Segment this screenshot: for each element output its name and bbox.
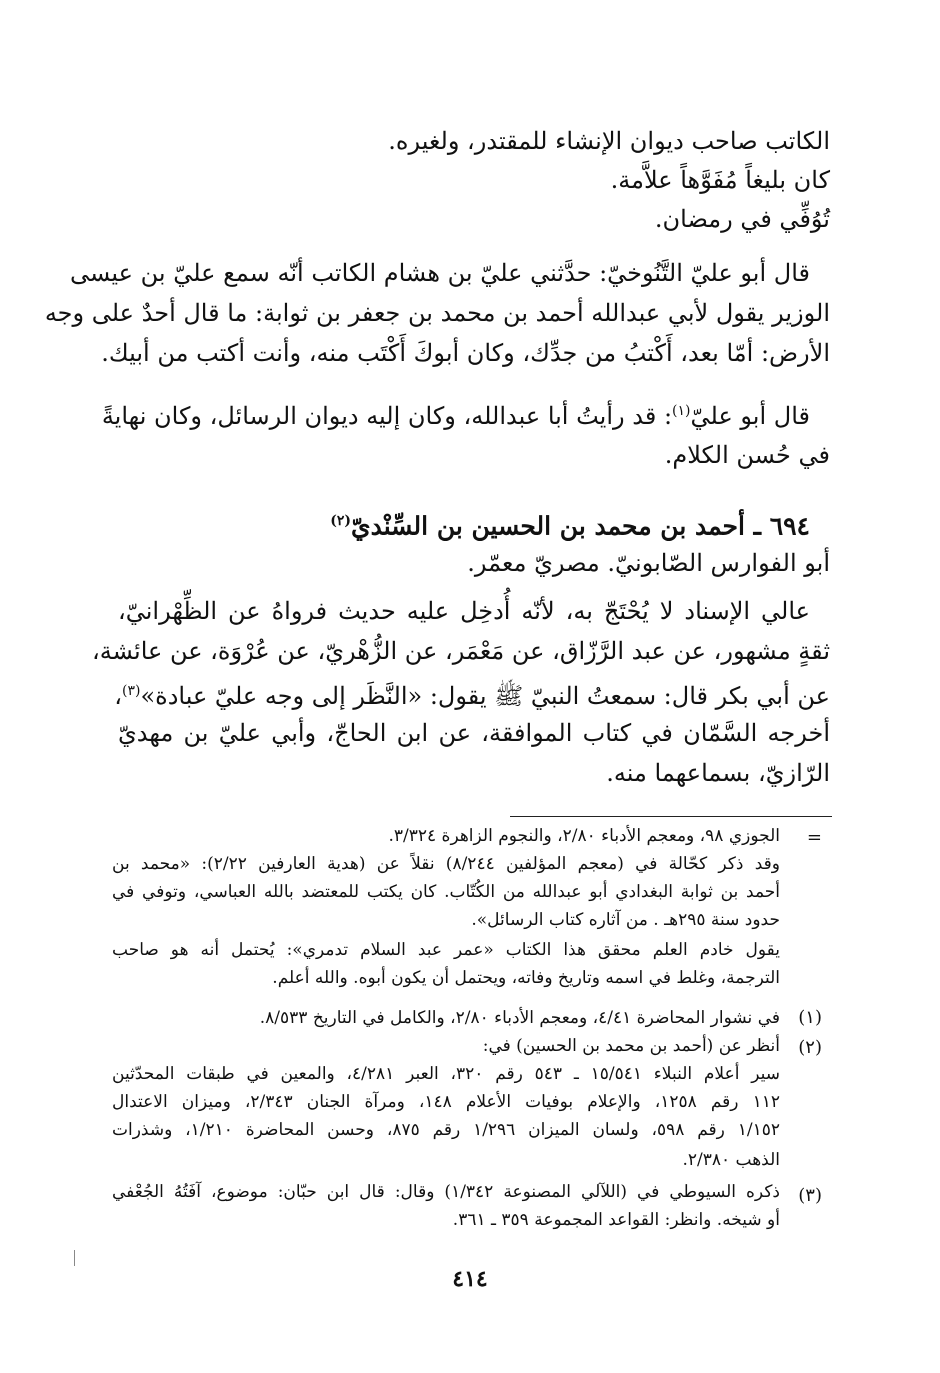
footnote-divider bbox=[510, 816, 832, 817]
page-number: ٤١٤ bbox=[452, 1266, 488, 1292]
footnote-line: أحمد بن ثوابة البغدادي أبو عبدالله من الكُتّاب. كان يكتب للمعتضد بالله العباسي، وتوفي في bbox=[112, 882, 780, 902]
text-line: أبو الفوارس الصّابونيّ. مصريّ معمّر. bbox=[467, 549, 830, 577]
footnote-line: ١١٢ رقم ١٢٥٨، والإعلام بوفيات الأعلام ١٤٨، ومرآة الجنان ٢/٣٤٣، وميزان الاعتدال bbox=[112, 1092, 780, 1112]
text-line: تُوُفِّي في رمضان. bbox=[654, 205, 830, 233]
text-line: الكاتب صاحب ديوان الإنشاء للمقتدر، ولغيره. bbox=[388, 127, 830, 155]
text-line: في حُسن الكلام. bbox=[664, 441, 830, 469]
text-line: أخرجه السَّمّان في كتاب الموافقة، عن ابن الحاجّ، وأبي عليّ بن مهديّ bbox=[118, 719, 830, 747]
footnote-number: (٣) bbox=[798, 1185, 822, 1206]
text-line: الرّازيّ، بسماعهما منه. bbox=[606, 759, 830, 787]
text-line: عن أبي بكر قال: سمعتُ النبيّ ﷺ يقول: «النَّظَر إلى وجه عليّ عبادة»$^{(٣)}$، bbox=[114, 682, 830, 710]
text-line: عالي الإسناد لا يُحْتَجّ به، لأنّه أُدخِل عليه حديث فرواهُ عن الظِّهْرانيّ، bbox=[118, 597, 810, 625]
footnote-line: أو شيخه. وانظر: القواعد المجموعة ٣٥٩ ـ ٣٦١. bbox=[452, 1210, 780, 1230]
footnote-ref: (١) bbox=[672, 403, 691, 419]
entry-heading: ٦٩٤ ـ أحمد بن محمد بن الحسين بن السِّنْديّ$^{(٢)}$ bbox=[330, 511, 810, 541]
text-line: قال أبو عليّ$^{(١)}$: قد رأيتُ أبا عبدالله، وكان إليه ديوان الرسائل، وكان نهايةً bbox=[101, 402, 810, 430]
footnote-line: الذهب ٢/٣٨٠. bbox=[682, 1150, 780, 1170]
footnote-ref: (٢) bbox=[330, 513, 352, 529]
footnote-line: ذكره السيوطي في (اللآلي المصنوعة ١/٣٤٢) وقال: قال ابن حبّان: موضوع، آفَتُهُ الجُعْفي bbox=[112, 1182, 780, 1202]
footnote-ref: (٣) bbox=[122, 683, 141, 699]
footnote-line: حدود سنة ٢٩٥هـ . من آثاره كتاب الرسائل». bbox=[471, 910, 780, 930]
text-line: الوزير يقول لأبي عبدالله أحمد بن محمد بن جعفر بن ثوابة: ما قال أحدٌ على وجه bbox=[44, 299, 830, 327]
text-line: قال أبو عليّ التَّنُوخيّ: حدَّثني عليّ بن هشام الكاتب أنّه سمع عليّ بن عيسى bbox=[70, 259, 810, 287]
footnote-line: أنظر عن (أحمد بن محمد بن الحسين) في: bbox=[482, 1036, 780, 1056]
footnote-line: يقول خادم العلم محقق هذا الكتاب «عمر عبد السلام تدمري»: يُحتمل أنه هو صاحب bbox=[112, 940, 780, 960]
footnote-line: الجوزي ٩٨، ومعجم الأدباء ٢/٨٠، والنجوم الزاهرة ٣/٣٢٤. bbox=[388, 826, 780, 846]
footnote-number: (١) bbox=[798, 1007, 822, 1028]
footnote-number: (٢) bbox=[798, 1037, 822, 1058]
footnote-line: وقد ذكر كحّالة في (معجم المؤلفين ٨/٢٤٤) نقلاً عن (هدية العارفين ٢/٢٢): «محمد بن bbox=[112, 854, 780, 874]
footnote-line: الترجمة، وغلط في اسمه وتاريخ وفاته، ويحتمل أن يكون أبوه. والله أعلم. bbox=[272, 968, 780, 988]
footnote-line: في نشوار المحاضرة ٤/٤١، ومعجم الأدباء ٢/٨٠، والكامل في التاريخ ٨/٥٣٣. bbox=[259, 1008, 780, 1028]
text-line: ثقةٍ مشهور، عن عبد الرَّزّاق، عن مَعْمَر، عن الزُّهْريّ، عن عُرْوَة، عن عائشة، bbox=[91, 637, 830, 665]
text-line: الأرض: أمّا بعد، أَكْتبُ من جدِّك، وكان أبوكَ أَكْتَب منه، وأنت أكتب من أبيك. bbox=[101, 339, 830, 367]
footnote-line: سير أعلام النبلاء ١٥/٥٤١ ـ ٥٤٣ رقم ٣٢٠، العبر ٤/٢٨١، والمعين في طبقات المحدّثين bbox=[112, 1064, 780, 1084]
footnote-continuation-mark: = bbox=[806, 827, 822, 848]
scan-mark bbox=[74, 1250, 75, 1266]
footnote-line: ١/١٥٢ رقم ٥٩٨، ولسان الميزان ١/٢٩٦ رقم ٨٧٥، وحسن المحاضرة ١/٢١٠، وشذرات bbox=[112, 1120, 780, 1140]
text-line: كان بليغاً مُفَوَّهاً علاَّمة. bbox=[610, 166, 830, 194]
